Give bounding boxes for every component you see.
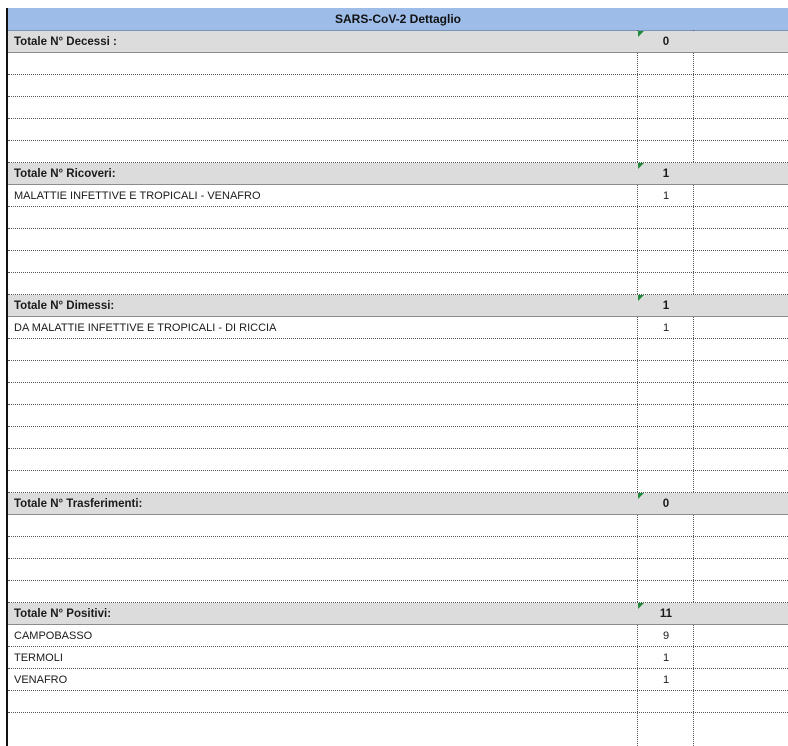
empty-row [8,559,788,581]
row-value[interactable] [638,273,694,295]
row-value[interactable] [638,229,694,251]
empty-row [8,251,788,273]
section-total[interactable]: 11 [659,608,673,620]
row-value[interactable] [638,119,694,141]
table-row [8,669,788,691]
row-label[interactable]: TERMOLI [14,652,63,664]
table-row [8,317,788,339]
empty-row [8,691,788,713]
row-value[interactable] [638,405,694,427]
cell-comment-indicator-icon [638,31,644,37]
row-value[interactable] [638,141,694,163]
row-value[interactable]: 1 [662,674,670,686]
section-header-row [8,603,788,625]
empty-row [8,405,788,427]
row-value[interactable] [638,339,694,361]
section-total[interactable]: 0 [662,498,670,510]
empty-row [8,361,788,383]
empty-row [8,75,788,97]
row-label[interactable]: VENAFRO [14,674,68,686]
empty-row [8,119,788,141]
empty-row [8,427,788,449]
row-value[interactable] [638,207,694,229]
section-header-row [8,163,788,185]
row-value[interactable] [638,449,694,471]
row-value[interactable] [638,53,694,75]
row-value[interactable] [638,471,694,493]
row-value[interactable] [638,361,694,383]
empty-row [8,97,788,119]
section-title[interactable]: Totale N° Decessi : [14,36,117,48]
row-value[interactable]: 1 [662,190,670,202]
table-row [8,647,788,669]
empty-row [8,339,788,361]
section-title[interactable]: Totale N° Trasferimenti: [14,498,143,510]
empty-row [8,53,788,75]
row-label[interactable]: DA MALATTIE INFETTIVE E TROPICALI - DI RICCIA [14,322,277,334]
section-title[interactable]: Totale N° Dimessi: [14,300,115,312]
cell-comment-indicator-icon [638,163,644,169]
section-total[interactable]: 1 [662,300,670,312]
empty-row [8,515,788,537]
row-value[interactable] [638,427,694,449]
cell-comment-indicator-icon [638,295,644,301]
row-label[interactable]: MALATTIE INFETTIVE E TROPICALI - VENAFRO [14,190,261,202]
table-row [8,185,788,207]
row-value[interactable] [638,383,694,405]
empty-row [8,229,788,251]
row-value[interactable] [638,251,694,273]
section-total[interactable]: 0 [662,36,670,48]
empty-row [8,581,788,603]
row-value[interactable]: 9 [662,630,670,642]
empty-row [8,383,788,405]
row-value[interactable] [638,515,694,537]
table-row [8,625,788,647]
cell-comment-indicator-icon [638,493,644,499]
empty-row [8,537,788,559]
section-total[interactable]: 1 [662,168,670,180]
empty-row [8,449,788,471]
section-title[interactable]: Totale N° Ricoveri: [14,168,116,180]
row-value[interactable] [638,691,694,713]
cell-comment-indicator-icon [638,603,644,609]
row-value[interactable] [638,559,694,581]
section-header-row [8,31,788,53]
section-header-row [8,295,788,317]
row-value[interactable]: 1 [662,652,670,664]
section-title[interactable]: Totale N° Positivi: [14,608,112,620]
row-value[interactable] [638,97,694,119]
empty-row [8,207,788,229]
empty-row [8,273,788,295]
empty-row [8,471,788,493]
row-value[interactable]: 1 [662,322,670,334]
section-header-row [8,493,788,515]
sheet-title: SARS-CoV-2 Dettaglio [8,8,788,31]
row-value[interactable] [638,75,694,97]
row-value[interactable] [638,537,694,559]
empty-row [8,141,788,163]
row-value[interactable] [638,581,694,603]
row-label[interactable]: CAMPOBASSO [14,630,93,642]
